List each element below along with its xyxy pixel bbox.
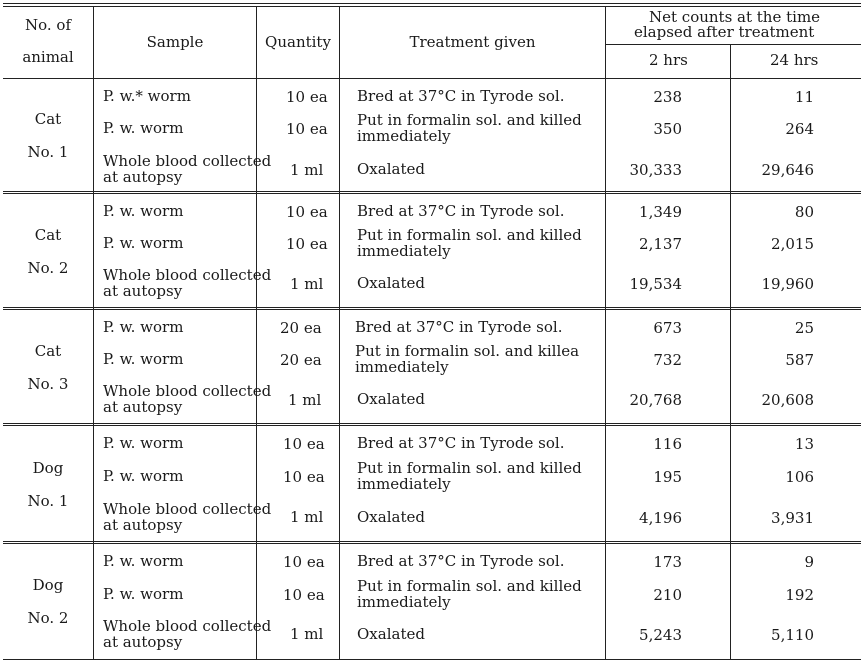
count-24hrs: 20,608 [761,391,814,409]
count-2hrs: 210 [653,586,682,604]
treatment-cell: Bred at 37°C in Tyrode sol. [357,87,565,105]
animal-label: Dog [32,459,64,477]
sample-cell: Whole blood collected [103,266,272,284]
count-2hrs: 350 [653,120,682,138]
bottom-rule [3,659,861,660]
quantity-cell: 10 ea [283,553,325,571]
treatment-cell: Put in formalin sol. and killed [357,111,582,129]
quantity-cell: 10 ea [283,468,325,486]
sample-cell: P. w. worm [103,318,184,336]
count-2hrs: 1,349 [639,203,682,221]
count-2hrs: 19,534 [629,275,682,293]
treatment-cell: Oxalated [357,160,425,178]
count-2hrs: 5,243 [639,626,682,644]
treatment-cell: Put in formalin sol. and killed [357,459,582,477]
treatment-cell: Put in formalin sol. and killed [357,226,582,244]
col-divider-1 [93,7,94,659]
header-animal-line1: No. of [24,16,71,34]
count-2hrs: 4,196 [639,509,682,527]
header-animal-line2: animal [22,48,74,66]
quantity-cell: 1 ml [290,161,324,179]
count-2hrs: 173 [653,553,682,571]
sample-cell: Whole blood collected [103,500,272,518]
treatment-cell-line2: immediately [357,242,451,260]
count-2hrs: 30,333 [629,161,682,179]
count-2hrs: 195 [653,468,682,486]
animal-number: No. 1 [27,492,69,510]
header-2hrs: 2 hrs [649,51,688,69]
count-24hrs: 5,110 [771,626,814,644]
count-2hrs: 2,137 [639,235,682,253]
sample-cell-line2: at autopsy [103,282,183,300]
sample-cell: P. w. worm [103,585,184,603]
animal-label: Cat [34,342,62,360]
sample-cell: P. w. worm [103,552,184,570]
treatment-cell-line2: immediately [357,127,451,145]
treatment-cell-line2: immediately [357,593,451,611]
sample-cell: P. w. worm [103,467,184,485]
treatment-cell: Bred at 37°C in Tyrode sol. [355,318,563,336]
quantity-cell: 1 ml [290,275,324,293]
quantity-cell: 10 ea [286,120,328,138]
group-rule-3 [3,307,861,308]
treatment-cell-line2: immediately [357,475,451,493]
treatment-cell: Put in formalin sol. and killea [355,342,580,360]
treatment-cell: Oxalated [357,274,425,292]
quantity-cell: 20 ea [280,351,322,369]
treatment-cell: Oxalated [357,390,425,408]
animal-label: Dog [32,576,64,594]
count-24hrs: 106 [785,468,814,486]
sample-cell: P. w. worm [103,234,184,252]
count-24hrs: 19,960 [761,275,814,293]
sample-cell: P. w. worm [103,202,184,220]
sample-cell: P. w.* worm [103,87,191,105]
header-24hrs: 24 hrs [770,51,819,69]
count-2hrs: 20,768 [629,391,682,409]
count-2hrs: 238 [653,88,682,106]
count-24hrs: 2,015 [771,235,814,253]
quantity-cell: 1 ml [290,625,324,643]
animal-number: No. 1 [27,143,69,161]
count-2hrs: 673 [653,319,682,337]
top-rule-inner [3,6,861,7]
top-rule-outer [3,3,861,4]
treatment-cell: Bred at 37°C in Tyrode sol. [357,202,565,220]
sample-cell-line2: at autopsy [103,168,183,186]
count-24hrs: 29,646 [761,161,814,179]
sample-cell-line2: at autopsy [103,398,183,416]
col-divider-3 [339,7,340,659]
sample-cell: Whole blood collected [103,152,272,170]
sample-cell: Whole blood collected [103,617,272,635]
count-24hrs: 9 [804,553,814,571]
group-rule-4 [3,309,861,310]
header-net-line2: elapsed after treatment [634,23,815,41]
header-net-line1: Net counts at the time [649,8,821,26]
col-divider-2 [256,7,257,659]
count-24hrs: 3,931 [771,509,814,527]
treatment-cell-line2: immediately [355,358,449,376]
quantity-cell: 1 ml [290,508,324,526]
group-rule-5 [3,423,861,424]
header-subrule [606,44,861,45]
group-rule-6 [3,425,861,426]
quantity-cell: 10 ea [283,435,325,453]
count-2hrs: 116 [653,435,682,453]
group-rule-7 [3,541,861,542]
count-24hrs: 192 [785,586,814,604]
quantity-cell: 10 ea [286,235,328,253]
treatment-cell: Put in formalin sol. and killed [357,577,582,595]
group-rule-8 [3,543,861,544]
group-rule-1 [3,191,861,192]
treatment-cell: Oxalated [357,625,425,643]
sample-cell-line2: at autopsy [103,516,183,534]
count-24hrs: 11 [794,88,814,106]
quantity-cell: 10 ea [283,586,325,604]
header-quantity: Quantity [265,33,331,51]
header-bottom-rule [3,78,861,79]
sample-cell: P. w. worm [103,434,184,452]
animal-label: Cat [34,226,62,244]
treatment-cell: Bred at 37°C in Tyrode sol. [357,434,565,452]
sample-cell-line2: at autopsy [103,633,183,651]
quantity-cell: 10 ea [286,203,328,221]
animal-number: No. 2 [27,609,69,627]
sample-cell: Whole blood collected [103,382,272,400]
header-sample: Sample [146,33,204,51]
quantity-cell: 20 ea [280,319,322,337]
count-24hrs: 80 [794,203,814,221]
treatment-cell: Oxalated [357,508,425,526]
count-2hrs: 732 [653,351,682,369]
animal-number: No. 2 [27,259,69,277]
count-24hrs: 264 [785,120,814,138]
animal-label: Cat [34,110,62,128]
treatment-cell: Bred at 37°C in Tyrode sol. [357,552,565,570]
animal-number: No. 3 [27,375,69,393]
sample-cell: P. w. worm [103,119,184,137]
sample-cell: P. w. worm [103,350,184,368]
header-treatment: Treatment given [409,33,536,51]
count-24hrs: 25 [794,319,814,337]
count-24hrs: 587 [785,351,814,369]
quantity-cell: 10 ea [286,88,328,106]
count-24hrs: 13 [794,435,814,453]
group-rule-2 [3,193,861,194]
quantity-cell: 1 ml [288,391,322,409]
